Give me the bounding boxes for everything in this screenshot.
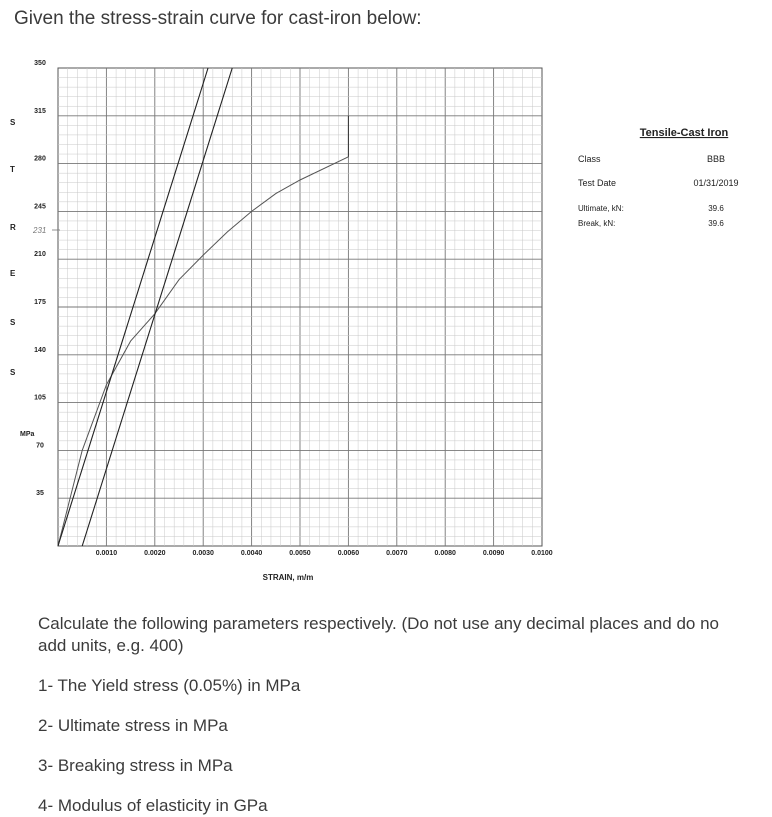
x-axis-label: STRAIN, m/m: [262, 573, 314, 582]
instructions-text: Calculate the following parameters respectively. (Do not use any decimal places and do no add units, e.g. 400): [38, 614, 719, 655]
y-tick-label: 175: [34, 299, 46, 306]
y-tick-label: 315: [34, 107, 46, 115]
y-tick-label: 140: [34, 346, 46, 354]
info-table: [578, 127, 739, 228]
question-2: 2- Ultimate stress in MPa: [38, 716, 228, 735]
y-label-unit: MPa: [20, 431, 35, 438]
question-block: [38, 613, 738, 817]
x-tick-label: 0.0050: [289, 550, 311, 557]
intro-text: Given the stress-strain curve for cast-iron below:: [14, 8, 422, 29]
y-label-letter: S: [10, 318, 16, 327]
question-3: 3- Breaking stress in MPa: [38, 756, 233, 775]
y-label-letter: E: [10, 269, 16, 278]
info-value-test-date: 01/31/2019: [693, 178, 739, 188]
x-tick-label: 0.0090: [482, 550, 505, 557]
question-1: 1- The Yield stress (0.05%) in MPa: [38, 676, 301, 695]
info-table-title: Tensile-Cast Iron: [639, 127, 729, 139]
y-tick-label: 70: [36, 442, 44, 450]
x-tick-label: 0.0070: [386, 550, 408, 557]
x-tick-label: 0.0040: [240, 550, 263, 557]
handwritten-mark: 231: [33, 226, 47, 235]
x-tick-label: 0.0010: [95, 550, 118, 557]
info-label-break: Break, kN:: [578, 219, 616, 228]
question-4: 4- Modulus of elasticity in GPa: [38, 796, 268, 815]
y-label-letter: R: [10, 223, 16, 232]
info-value-break: 39.6: [708, 219, 724, 228]
y-axis-label: [10, 118, 35, 438]
y-tick-label: 105: [34, 394, 46, 402]
x-tick-label: 0.0080: [434, 550, 456, 557]
stress-strain-chart: [0, 40, 772, 600]
chart-grid: [58, 68, 542, 546]
y-label-letter: S: [10, 118, 16, 127]
x-tick-label: 0.0060: [337, 550, 360, 557]
y-tick-label: 350: [34, 60, 46, 67]
y-tick-label: 245: [34, 203, 46, 211]
x-tick-label: 0.0100: [531, 550, 553, 557]
x-tick-label: 0.0020: [144, 550, 166, 557]
y-tick-label: 210: [34, 251, 46, 259]
info-label-test-date: Test Date: [578, 178, 617, 188]
info-label-ultimate: Ultimate, kN:: [578, 204, 624, 213]
info-value-class: BBB: [706, 154, 726, 164]
y-tick-label: 280: [34, 155, 46, 163]
y-label-letter: S: [10, 368, 16, 377]
y-tick-label: 35: [36, 490, 44, 498]
info-value-ultimate: 39.6: [708, 204, 724, 213]
info-label-class: Class: [578, 154, 601, 164]
y-label-letter: T: [10, 165, 15, 174]
x-tick-label: 0.0030: [192, 550, 214, 557]
